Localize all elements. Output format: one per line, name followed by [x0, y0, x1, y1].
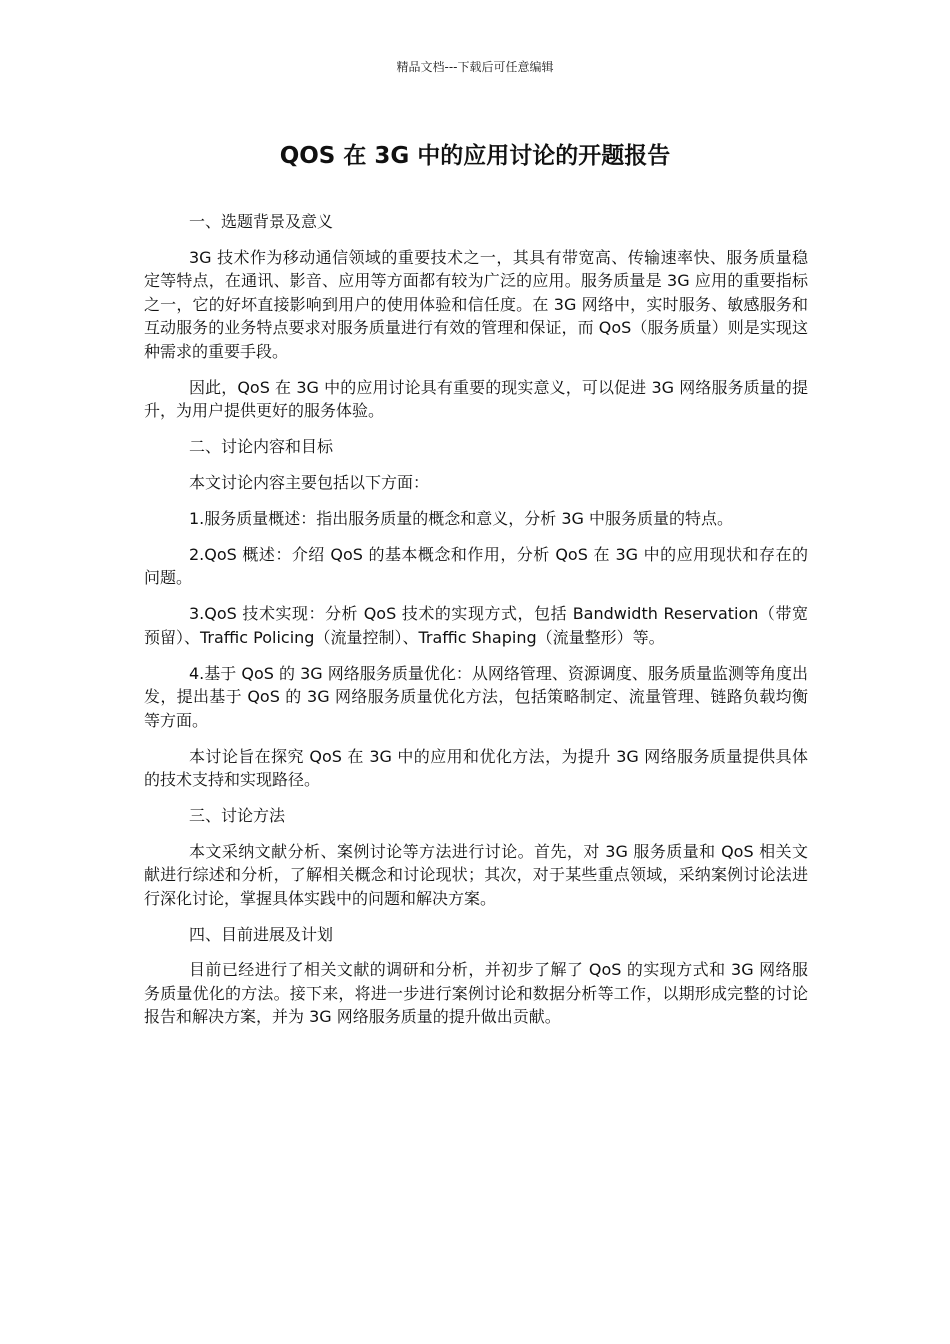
list-item-service-quality: 1.服务质量概述：指出服务质量的概念和意义，分析 3G 中服务质量的特点。	[189, 508, 734, 528]
section-heading-background: 一、选题背景及意义	[189, 212, 334, 231]
list-item-qos-optimization: 4.基于 QoS 的 3G 网络服务质量优化：从网络管理、资源调度、服务质量监测等角度出发，提出基于 QoS 的 3G 网络服务质量优化方法，包括策略制定、流量管理、链路负载均衡等方面。	[144, 663, 808, 730]
section-heading-method: 三、讨论方法	[189, 806, 286, 825]
section-heading-progress: 四、目前进展及计划	[189, 924, 334, 944]
header-note: 精品文档---下载后可任意编辑	[396, 60, 554, 74]
list-item-qos-overview: 2.QoS 概述：介绍 QoS 的基本概念和作用，分析 QoS 在 3G 中的应用现状和存在的问题。	[144, 544, 808, 587]
paragraph-content-intro: 本文讨论内容主要包括以下方面：	[189, 472, 430, 492]
paragraph-progress: 目前已经进行了相关文献的调研和分析，并初步了解了 QoS 的实现方式和 3G 网络服务质量优化的方法。接下来，将进一步进行案例讨论和数据分析等工作，以期形成完整的讨论报告和解决方案，并为 3G 网络服务质量的提升做出贡献。	[144, 960, 808, 1026]
paragraph-significance: 因此，QoS 在 3G 中的应用讨论具有重要的现实意义，可以促进 3G 网络服务质量的提升，为用户提供更好的服务体验。	[144, 377, 808, 420]
paragraph-goal: 本讨论旨在探究 QoS 在 3G 中的应用和优化方法，为提升 3G 网络服务质量提供具体的技术支持和实现路径。	[144, 746, 808, 789]
document-title: QOS 在 3G 中的应用讨论的开题报告	[279, 143, 671, 169]
document-body	[144, 210, 808, 1041]
paragraph-method: 本文采纳文献分析、案例讨论等方法进行讨论。首先，对 3G 服务质量和 QoS 相关文献进行综述和分析，了解相关概念和讨论现状；其次，对于某些重点领域，采纳案例讨论法进行深化讨论，掌握具体实践中的问题和解决方案。	[144, 841, 808, 908]
paragraph-background: 3G 技术作为移动通信领域的重要技术之一，其具有带宽高、传输速率快、服务质量稳定等特点，在通讯、影音、应用等方面都有较为广泛的应用。服务质量是 3G 应用的重要指标之一，它的好坏直接影响到用户的使用体验和信任度。在 3G 网络中，实时服务、敏感服务和互动服务的业务特点要求对服务质量进行有效的管理和保证，而 QoS（服务质量）则是实现这种需求的重要手段。	[144, 247, 808, 361]
section-heading-content: 二、讨论内容和目标	[189, 437, 334, 456]
list-item-qos-implementation: 3.QoS 技术实现：分析 QoS 技术的实现方式，包括 Bandwidth Reservation（带宽预留）、Traffic Policing（流量控制）、Traffic Shaping（流量整形）等。	[144, 604, 808, 647]
